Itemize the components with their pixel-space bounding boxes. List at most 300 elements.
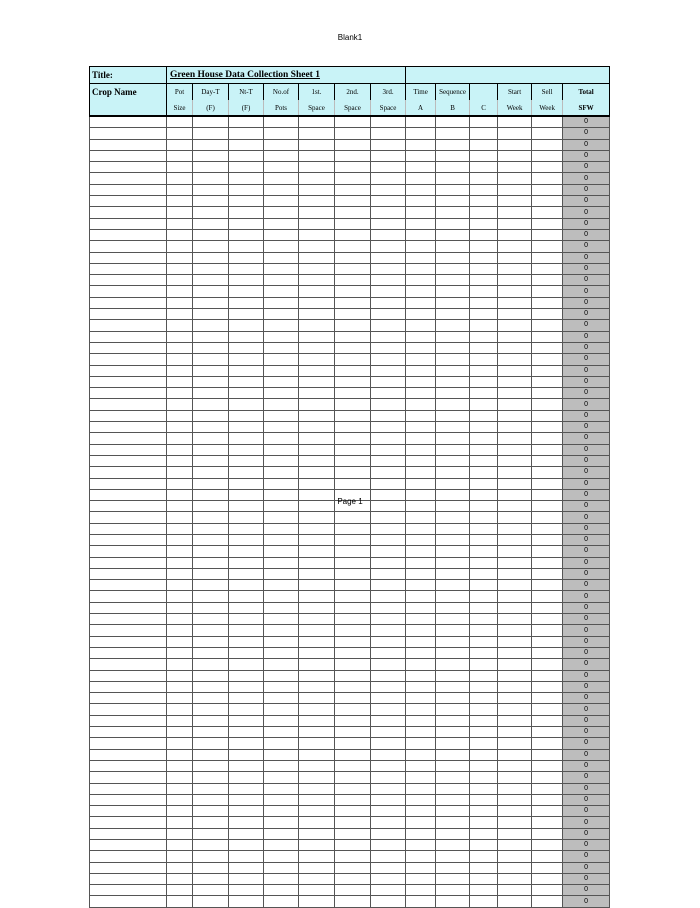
data-cell[interactable] (335, 410, 371, 421)
data-cell[interactable] (470, 828, 498, 839)
data-cell[interactable] (436, 365, 470, 376)
data-cell[interactable] (335, 794, 371, 805)
data-cell[interactable] (229, 738, 264, 749)
data-cell[interactable] (371, 444, 406, 455)
data-cell[interactable] (193, 670, 229, 681)
data-cell[interactable] (436, 467, 470, 478)
data-cell[interactable] (406, 399, 436, 410)
data-cell[interactable] (264, 184, 299, 195)
crop-name-cell[interactable] (90, 738, 167, 749)
data-cell[interactable] (406, 806, 436, 817)
data-cell[interactable] (264, 591, 299, 602)
crop-name-cell[interactable] (90, 760, 167, 771)
crop-name-cell[interactable] (90, 162, 167, 173)
data-cell[interactable] (335, 467, 371, 478)
data-cell[interactable] (335, 636, 371, 647)
data-cell[interactable] (498, 229, 532, 240)
data-cell[interactable] (436, 422, 470, 433)
data-cell[interactable] (229, 568, 264, 579)
data-cell[interactable] (532, 693, 563, 704)
data-cell[interactable] (299, 128, 335, 139)
data-cell[interactable] (436, 309, 470, 320)
data-cell[interactable] (335, 534, 371, 545)
data-cell[interactable] (299, 806, 335, 817)
data-cell[interactable] (498, 252, 532, 263)
data-cell[interactable] (193, 275, 229, 286)
data-cell[interactable] (498, 659, 532, 670)
data-cell[interactable] (436, 184, 470, 195)
data-cell[interactable] (436, 162, 470, 173)
crop-name-cell[interactable] (90, 512, 167, 523)
data-cell[interactable] (299, 557, 335, 568)
data-cell[interactable] (406, 342, 436, 353)
data-cell[interactable] (498, 704, 532, 715)
data-cell[interactable] (406, 433, 436, 444)
data-cell[interactable] (406, 422, 436, 433)
data-cell[interactable] (371, 422, 406, 433)
data-cell[interactable] (498, 546, 532, 557)
data-cell[interactable] (193, 128, 229, 139)
data-cell[interactable] (498, 591, 532, 602)
data-cell[interactable] (371, 659, 406, 670)
data-cell[interactable] (299, 286, 335, 297)
data-cell[interactable] (470, 670, 498, 681)
data-cell[interactable] (371, 783, 406, 794)
data-cell[interactable] (532, 196, 563, 207)
data-cell[interactable] (167, 896, 193, 907)
crop-name-cell[interactable] (90, 376, 167, 387)
data-cell[interactable] (167, 523, 193, 534)
data-cell[interactable] (406, 286, 436, 297)
data-cell[interactable] (532, 263, 563, 274)
data-cell[interactable] (299, 399, 335, 410)
data-cell[interactable] (406, 851, 436, 862)
crop-name-cell[interactable] (90, 297, 167, 308)
crop-name-cell[interactable] (90, 478, 167, 489)
data-cell[interactable] (335, 783, 371, 794)
data-cell[interactable] (470, 422, 498, 433)
data-cell[interactable] (193, 896, 229, 907)
data-cell[interactable] (229, 523, 264, 534)
data-cell[interactable] (335, 523, 371, 534)
data-cell[interactable] (406, 275, 436, 286)
crop-name-cell[interactable] (90, 625, 167, 636)
data-cell[interactable] (436, 433, 470, 444)
data-cell[interactable] (532, 275, 563, 286)
data-cell[interactable] (470, 173, 498, 184)
data-cell[interactable] (498, 478, 532, 489)
data-cell[interactable] (229, 546, 264, 557)
data-cell[interactable] (229, 557, 264, 568)
data-cell[interactable] (406, 693, 436, 704)
crop-name-cell[interactable] (90, 840, 167, 851)
crop-name-cell[interactable] (90, 828, 167, 839)
data-cell[interactable] (498, 444, 532, 455)
data-cell[interactable] (229, 704, 264, 715)
data-cell[interactable] (193, 444, 229, 455)
data-cell[interactable] (498, 196, 532, 207)
data-cell[interactable] (229, 647, 264, 658)
data-cell[interactable] (335, 275, 371, 286)
data-cell[interactable] (193, 365, 229, 376)
data-cell[interactable] (371, 207, 406, 218)
data-cell[interactable] (229, 410, 264, 421)
data-cell[interactable] (371, 331, 406, 342)
data-cell[interactable] (498, 173, 532, 184)
data-cell[interactable] (193, 150, 229, 161)
data-cell[interactable] (406, 738, 436, 749)
data-cell[interactable] (335, 478, 371, 489)
data-cell[interactable] (193, 523, 229, 534)
data-cell[interactable] (299, 263, 335, 274)
data-cell[interactable] (335, 828, 371, 839)
data-cell[interactable] (299, 433, 335, 444)
data-cell[interactable] (264, 444, 299, 455)
data-cell[interactable] (299, 184, 335, 195)
data-cell[interactable] (193, 376, 229, 387)
data-cell[interactable] (498, 523, 532, 534)
crop-name-cell[interactable] (90, 173, 167, 184)
data-cell[interactable] (406, 568, 436, 579)
data-cell[interactable] (406, 602, 436, 613)
data-cell[interactable] (193, 229, 229, 240)
data-cell[interactable] (229, 580, 264, 591)
data-cell[interactable] (470, 760, 498, 771)
data-cell[interactable] (299, 727, 335, 738)
data-cell[interactable] (299, 455, 335, 466)
data-cell[interactable] (335, 207, 371, 218)
data-cell[interactable] (167, 715, 193, 726)
data-cell[interactable] (167, 455, 193, 466)
data-cell[interactable] (299, 602, 335, 613)
data-cell[interactable] (229, 681, 264, 692)
data-cell[interactable] (229, 196, 264, 207)
data-cell[interactable] (498, 275, 532, 286)
crop-name-cell[interactable] (90, 523, 167, 534)
data-cell[interactable] (371, 309, 406, 320)
data-cell[interactable] (299, 647, 335, 658)
data-cell[interactable] (406, 116, 436, 128)
crop-name-cell[interactable] (90, 455, 167, 466)
data-cell[interactable] (264, 840, 299, 851)
data-cell[interactable] (532, 455, 563, 466)
data-cell[interactable] (470, 150, 498, 161)
data-cell[interactable] (498, 128, 532, 139)
data-cell[interactable] (532, 546, 563, 557)
data-cell[interactable] (167, 207, 193, 218)
data-cell[interactable] (299, 218, 335, 229)
data-cell[interactable] (299, 625, 335, 636)
data-cell[interactable] (436, 116, 470, 128)
data-cell[interactable] (470, 794, 498, 805)
data-cell[interactable] (193, 252, 229, 263)
data-cell[interactable] (167, 614, 193, 625)
data-cell[interactable] (335, 376, 371, 387)
data-cell[interactable] (264, 828, 299, 839)
data-cell[interactable] (193, 388, 229, 399)
data-cell[interactable] (229, 297, 264, 308)
data-cell[interactable] (498, 670, 532, 681)
data-cell[interactable] (335, 116, 371, 128)
data-cell[interactable] (193, 568, 229, 579)
data-cell[interactable] (167, 184, 193, 195)
data-cell[interactable] (371, 828, 406, 839)
data-cell[interactable] (436, 297, 470, 308)
data-cell[interactable] (299, 150, 335, 161)
data-cell[interactable] (371, 467, 406, 478)
data-cell[interactable] (167, 478, 193, 489)
data-cell[interactable] (406, 229, 436, 240)
data-cell[interactable] (498, 354, 532, 365)
data-cell[interactable] (299, 885, 335, 896)
data-cell[interactable] (371, 568, 406, 579)
data-cell[interactable] (335, 218, 371, 229)
data-cell[interactable] (436, 896, 470, 907)
data-cell[interactable] (498, 184, 532, 195)
data-cell[interactable] (436, 580, 470, 591)
data-cell[interactable] (299, 139, 335, 150)
data-cell[interactable] (470, 116, 498, 128)
data-cell[interactable] (229, 207, 264, 218)
data-cell[interactable] (167, 365, 193, 376)
data-cell[interactable] (498, 512, 532, 523)
data-cell[interactable] (264, 794, 299, 805)
data-cell[interactable] (470, 320, 498, 331)
data-cell[interactable] (436, 354, 470, 365)
data-cell[interactable] (299, 614, 335, 625)
data-cell[interactable] (167, 263, 193, 274)
data-cell[interactable] (406, 625, 436, 636)
data-cell[interactable] (264, 207, 299, 218)
data-cell[interactable] (335, 139, 371, 150)
crop-name-cell[interactable] (90, 444, 167, 455)
data-cell[interactable] (406, 241, 436, 252)
data-cell[interactable] (406, 704, 436, 715)
data-cell[interactable] (264, 139, 299, 150)
data-cell[interactable] (406, 252, 436, 263)
data-cell[interactable] (406, 873, 436, 884)
data-cell[interactable] (264, 342, 299, 353)
data-cell[interactable] (264, 749, 299, 760)
crop-name-cell[interactable] (90, 365, 167, 376)
data-cell[interactable] (229, 715, 264, 726)
data-cell[interactable] (406, 365, 436, 376)
data-cell[interactable] (371, 128, 406, 139)
data-cell[interactable] (264, 760, 299, 771)
data-cell[interactable] (167, 783, 193, 794)
data-cell[interactable] (335, 840, 371, 851)
data-cell[interactable] (167, 828, 193, 839)
data-cell[interactable] (406, 207, 436, 218)
data-cell[interactable] (264, 173, 299, 184)
data-cell[interactable] (371, 297, 406, 308)
data-cell[interactable] (264, 636, 299, 647)
data-cell[interactable] (470, 659, 498, 670)
data-cell[interactable] (335, 399, 371, 410)
data-cell[interactable] (229, 162, 264, 173)
data-cell[interactable] (193, 783, 229, 794)
data-cell[interactable] (371, 354, 406, 365)
data-cell[interactable] (167, 760, 193, 771)
data-cell[interactable] (498, 410, 532, 421)
data-cell[interactable] (371, 286, 406, 297)
crop-name-cell[interactable] (90, 693, 167, 704)
data-cell[interactable] (406, 794, 436, 805)
data-cell[interactable] (436, 749, 470, 760)
data-cell[interactable] (406, 150, 436, 161)
data-cell[interactable] (335, 885, 371, 896)
data-cell[interactable] (406, 727, 436, 738)
data-cell[interactable] (167, 670, 193, 681)
data-cell[interactable] (470, 388, 498, 399)
data-cell[interactable] (532, 568, 563, 579)
data-cell[interactable] (436, 614, 470, 625)
data-cell[interactable] (229, 365, 264, 376)
data-cell[interactable] (335, 229, 371, 240)
data-cell[interactable] (532, 433, 563, 444)
data-cell[interactable] (470, 580, 498, 591)
data-cell[interactable] (335, 760, 371, 771)
data-cell[interactable] (406, 670, 436, 681)
data-cell[interactable] (299, 738, 335, 749)
data-cell[interactable] (229, 478, 264, 489)
data-cell[interactable] (436, 670, 470, 681)
data-cell[interactable] (532, 512, 563, 523)
data-cell[interactable] (193, 422, 229, 433)
data-cell[interactable] (299, 862, 335, 873)
data-cell[interactable] (371, 896, 406, 907)
data-cell[interactable] (436, 885, 470, 896)
data-cell[interactable] (229, 817, 264, 828)
data-cell[interactable] (335, 433, 371, 444)
data-cell[interactable] (299, 851, 335, 862)
data-cell[interactable] (371, 478, 406, 489)
data-cell[interactable] (498, 647, 532, 658)
data-cell[interactable] (264, 241, 299, 252)
data-cell[interactable] (299, 229, 335, 240)
data-cell[interactable] (229, 625, 264, 636)
data-cell[interactable] (193, 817, 229, 828)
data-cell[interactable] (264, 196, 299, 207)
data-cell[interactable] (470, 693, 498, 704)
data-cell[interactable] (371, 399, 406, 410)
data-cell[interactable] (470, 873, 498, 884)
data-cell[interactable] (436, 342, 470, 353)
data-cell[interactable] (299, 162, 335, 173)
data-cell[interactable] (436, 252, 470, 263)
data-cell[interactable] (264, 727, 299, 738)
data-cell[interactable] (229, 794, 264, 805)
data-cell[interactable] (335, 659, 371, 670)
data-cell[interactable] (299, 840, 335, 851)
data-cell[interactable] (167, 229, 193, 240)
data-cell[interactable] (470, 568, 498, 579)
data-cell[interactable] (299, 342, 335, 353)
data-cell[interactable] (335, 309, 371, 320)
data-cell[interactable] (436, 738, 470, 749)
data-cell[interactable] (335, 704, 371, 715)
data-cell[interactable] (532, 331, 563, 342)
data-cell[interactable] (436, 331, 470, 342)
data-cell[interactable] (406, 647, 436, 658)
data-cell[interactable] (532, 760, 563, 771)
data-cell[interactable] (167, 591, 193, 602)
data-cell[interactable] (229, 851, 264, 862)
data-cell[interactable] (167, 354, 193, 365)
data-cell[interactable] (406, 139, 436, 150)
data-cell[interactable] (470, 602, 498, 613)
data-cell[interactable] (498, 602, 532, 613)
data-cell[interactable] (371, 173, 406, 184)
data-cell[interactable] (167, 388, 193, 399)
data-cell[interactable] (167, 422, 193, 433)
data-cell[interactable] (264, 580, 299, 591)
data-cell[interactable] (436, 568, 470, 579)
data-cell[interactable] (436, 410, 470, 421)
data-cell[interactable] (299, 297, 335, 308)
data-cell[interactable] (264, 229, 299, 240)
data-cell[interactable] (371, 772, 406, 783)
data-cell[interactable] (470, 275, 498, 286)
data-cell[interactable] (229, 241, 264, 252)
data-cell[interactable] (229, 693, 264, 704)
data-cell[interactable] (335, 647, 371, 658)
data-cell[interactable] (193, 580, 229, 591)
data-cell[interactable] (264, 128, 299, 139)
data-cell[interactable] (371, 433, 406, 444)
data-cell[interactable] (229, 388, 264, 399)
data-cell[interactable] (371, 365, 406, 376)
data-cell[interactable] (264, 218, 299, 229)
data-cell[interactable] (193, 207, 229, 218)
data-cell[interactable] (167, 693, 193, 704)
crop-name-cell[interactable] (90, 614, 167, 625)
data-cell[interactable] (167, 625, 193, 636)
data-cell[interactable] (406, 885, 436, 896)
data-cell[interactable] (229, 885, 264, 896)
data-cell[interactable] (335, 772, 371, 783)
data-cell[interactable] (264, 614, 299, 625)
data-cell[interactable] (193, 286, 229, 297)
crop-name-cell[interactable] (90, 806, 167, 817)
data-cell[interactable] (532, 659, 563, 670)
data-cell[interactable] (532, 241, 563, 252)
data-cell[interactable] (193, 263, 229, 274)
data-cell[interactable] (264, 422, 299, 433)
data-cell[interactable] (498, 727, 532, 738)
data-cell[interactable] (371, 636, 406, 647)
data-cell[interactable] (193, 715, 229, 726)
data-cell[interactable] (470, 263, 498, 274)
data-cell[interactable] (436, 625, 470, 636)
data-cell[interactable] (470, 184, 498, 195)
data-cell[interactable] (436, 704, 470, 715)
data-cell[interactable] (229, 659, 264, 670)
data-cell[interactable] (470, 704, 498, 715)
data-cell[interactable] (470, 772, 498, 783)
data-cell[interactable] (406, 376, 436, 387)
data-cell[interactable] (264, 557, 299, 568)
data-cell[interactable] (371, 376, 406, 387)
data-cell[interactable] (193, 241, 229, 252)
data-cell[interactable] (371, 670, 406, 681)
data-cell[interactable] (498, 376, 532, 387)
data-cell[interactable] (470, 376, 498, 387)
data-cell[interactable] (264, 297, 299, 308)
data-cell[interactable] (229, 670, 264, 681)
data-cell[interactable] (436, 128, 470, 139)
data-cell[interactable] (167, 252, 193, 263)
